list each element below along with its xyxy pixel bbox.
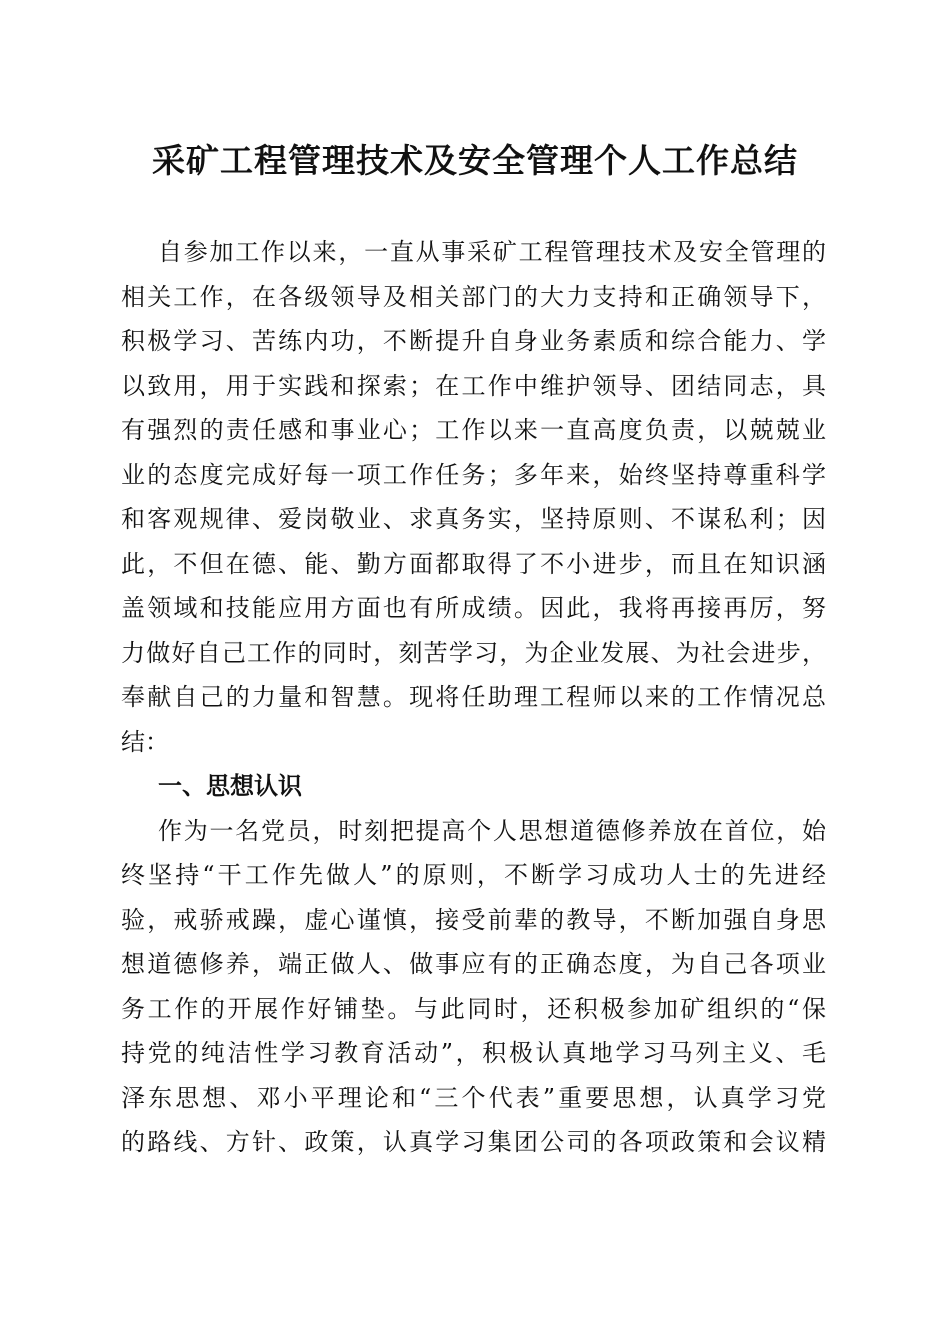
intro-line: 盖领域和技能应用方面也有所成绩。因此，我将再接再厉，努 xyxy=(121,594,826,622)
intro-line: 力做好自己工作的同时，刻苦学习，为企业发展、为社会进步， xyxy=(121,639,826,667)
section1-line: 务工作的开展作好铺垫。与此同时，还积极参加矿组织的“保 xyxy=(121,995,826,1023)
section-heading: 一、思想认识 xyxy=(158,772,302,800)
intro-line: 相关工作，在各级领导及相关部门的大力支持和正确领导下， xyxy=(121,283,826,311)
intro-line: 自参加工作以来，一直从事采矿工程管理技术及安全管理的 xyxy=(158,238,826,266)
intro-line: 业的态度完成好每一项工作任务；多年来，始终坚持尊重科学 xyxy=(121,461,826,489)
intro-line: 积极学习、苦练内功，不断提升自身业务素质和综合能力、学 xyxy=(121,327,826,355)
section1-line: 验，戒骄戒躁，虚心谨慎，接受前辈的教导，不断加强自身思 xyxy=(121,906,826,934)
section1-line: 的路线、方针、政策，认真学习集团公司的各项政策和会议精 xyxy=(121,1128,826,1156)
intro-line: 结： xyxy=(121,728,169,756)
intro-line: 以致用，用于实践和探索；在工作中维护领导、团结同志，具 xyxy=(121,372,826,400)
section1-line: 作为一名党员，时刻把提高个人思想道德修养放在首位，始 xyxy=(158,817,826,845)
section1-line: 泽东思想、邓小平理论和“三个代表”重要思想，认真学习党 xyxy=(121,1084,826,1112)
intro-line: 奉献自己的力量和智慧。现将任助理工程师以来的工作情况总 xyxy=(121,683,826,711)
section1-line: 终坚持“干工作先做人”的原则，不断学习成功人士的先进经 xyxy=(121,861,826,889)
document-title: 采矿工程管理技术及安全管理个人工作总结 xyxy=(152,141,798,180)
section1-line: 想道德修养，端正做人、做事应有的正确态度，为自己各项业 xyxy=(121,950,826,978)
intro-line: 和客观规律、爱岗敬业、求真务实，坚持原则、不谋私利；因 xyxy=(121,505,826,533)
section1-line: 持党的纯洁性学习教育活动”，积极认真地学习马列主义、毛 xyxy=(121,1039,826,1067)
intro-line: 此，不但在德、能、勤方面都取得了不小进步，而且在知识涵 xyxy=(121,550,826,578)
intro-line: 有强烈的责任感和事业心；工作以来一直高度负责，以兢兢业 xyxy=(121,416,826,444)
